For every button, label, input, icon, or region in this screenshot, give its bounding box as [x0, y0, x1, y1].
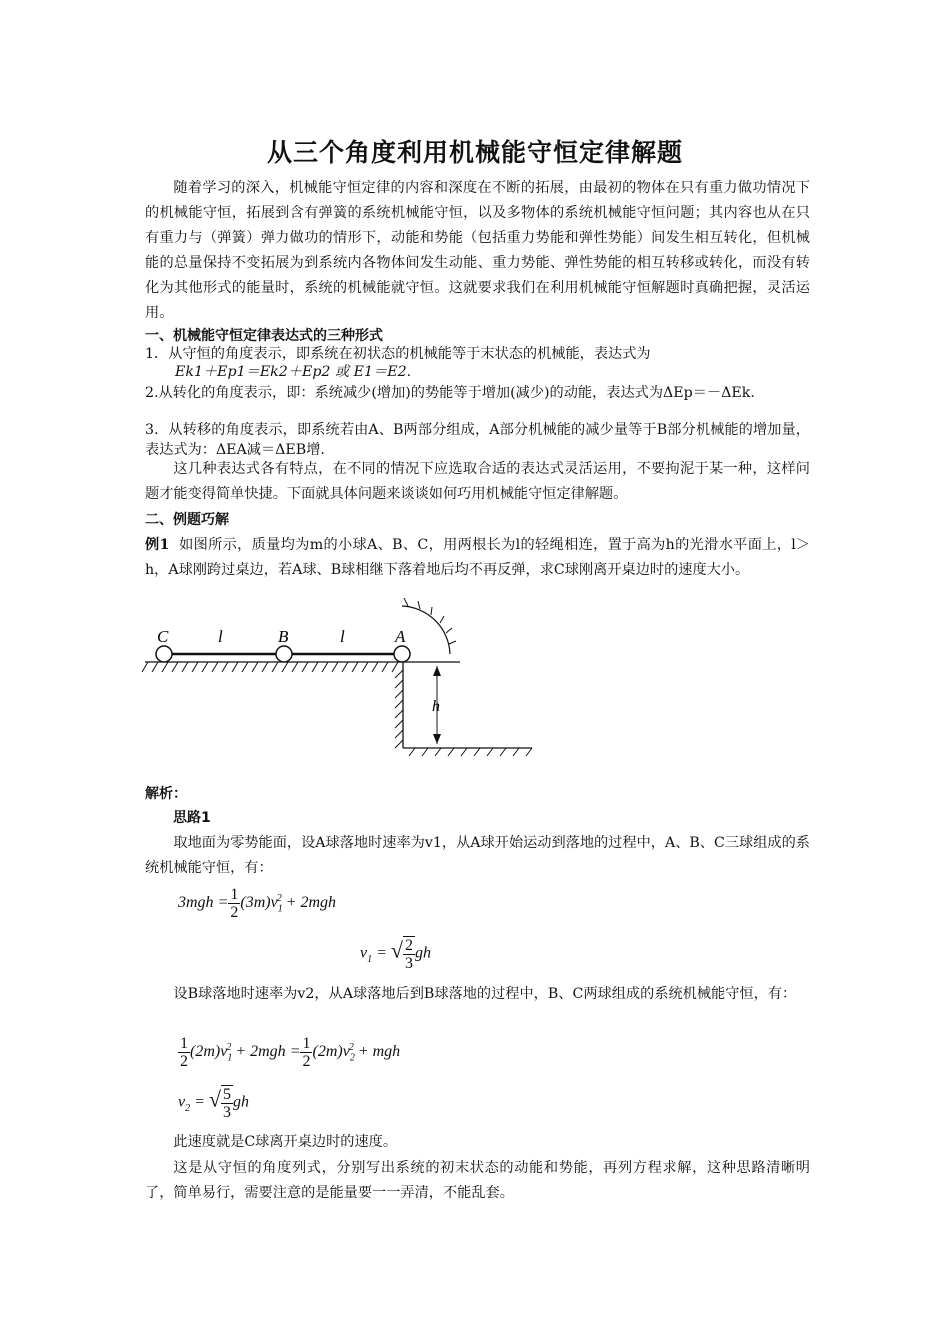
solution-p4: 这是从守恒的角度列式，分别写出系统的初末状态的动能和势能，再列方程求解，这种思路清晰明了，简单易行，需要注意的是能量要一一弄清，不能乱套。 [145, 1160, 810, 1201]
label-l2: l [340, 627, 345, 646]
ball-b [276, 646, 292, 662]
section1-heading: 一、机械能守恒定律表达式的三种形式 [145, 328, 383, 344]
intro-paragraph: 随着学习的深入，机械能守恒定律的内容和深度在不断的拓展，由最初的物体在只有重力做功情况下的机械能守恒，拓展到含有弹簧的系统机械能守恒，以及多物体的系统机械能守恒问题；其内容也从在只有重力与（弹簧）弹力做功的情形下，动能和势能（包括重力势能和弹性势能）间发生相互转化，但机械能的总量保持不变拓展为到系统内各物体间发生动能、重力势能、弹性势能的相互转移或转化，而没有转化为其他形式的能量时，系统的机械能就守恒。这就要求我们在利用机械能守恒解题时真确把握，灵活运用。 [145, 180, 810, 321]
equation-2: $v_1$ = √ $\frac{2}{3}$ gh [360, 937, 431, 972]
example-label: 例1 [145, 537, 170, 553]
equation-3: $\frac{1}{2}$ $(2m)v_1^2 + 2mgh$ = $\frac{1}{2}$ $(2m)v_2^2$ + mgh [180, 1035, 401, 1070]
equation-4: $v_2$ = √ $\frac{5}{3}$ gh [178, 1086, 249, 1121]
section1-item3: 3．从转移的角度表示，即系统若由A、B两部分组成，A部分机械能的减少量等于B部分机械能的增加量，表达式为：ΔEA减＝ΔEB增. [145, 422, 810, 458]
solution-p2: 设B球落地时速率为v2，从A球落地后到B球落地的过程中，B、C两球组成的系统机械能守恒，有： [173, 986, 797, 1002]
section1-item2: 2.从转化的角度表示，即：系统减少(增加)的势能等于增加(减少)的动能，表达式为ΔEp＝－ΔEk. [145, 385, 755, 401]
section2-heading: 二、例题巧解 [145, 512, 229, 528]
example-text: 如图所示，质量均为m的小球A、B、C，用两根长为l的轻绳相连，置于高为h的光滑水平面上，l＞h，A球刚跨过桌边，若A球、B球相继下落着地后均不再反弹，求C球刚离开桌边时的速度大小。 [145, 537, 810, 578]
section1-item1-formula: Ek1＋Ep1＝Ek2＋Ep2 或 E1＝E2. [175, 364, 412, 380]
label-h: h [432, 698, 440, 715]
ball-c [156, 646, 172, 662]
section1-note: 这几种表达式各有特点，在不同的情况下应选取合适的表达式灵活运用，不要拘泥于某一种，这样问题才能变得简单快捷。下面就具体问题来谈谈如何巧用机械能守恒定律解题。 [145, 461, 810, 502]
label-c: C [157, 627, 169, 646]
label-b: B [278, 627, 289, 646]
solution-p1: 取地面为零势能面，设A球落地时速率为v1，从A球开始运动到落地的过程中，A、B、C三球组成的系统机械能守恒，有： [145, 835, 810, 876]
section1-item1: 1．从守恒的角度表示，即系统在初状态的机械能等于末状态的机械能，表达式为 [145, 346, 651, 362]
ball-a [394, 646, 410, 662]
label-a: A [395, 627, 406, 646]
label-l1: l [218, 627, 223, 646]
solution-p3: 此速度就是C球离开桌边时的速度。 [173, 1134, 398, 1150]
approach-label: 思路1 [173, 810, 211, 826]
equation-1: 3mgh = $\frac{1}{2}$ $(3m)v_1^2 + 2mgh$ [178, 886, 337, 921]
page-title: 从三个角度利用机械能守恒定律解题 [266, 138, 683, 167]
example-1 [145, 533, 810, 583]
solution-label: 解析： [145, 786, 187, 802]
figure-balls-table [140, 598, 540, 758]
